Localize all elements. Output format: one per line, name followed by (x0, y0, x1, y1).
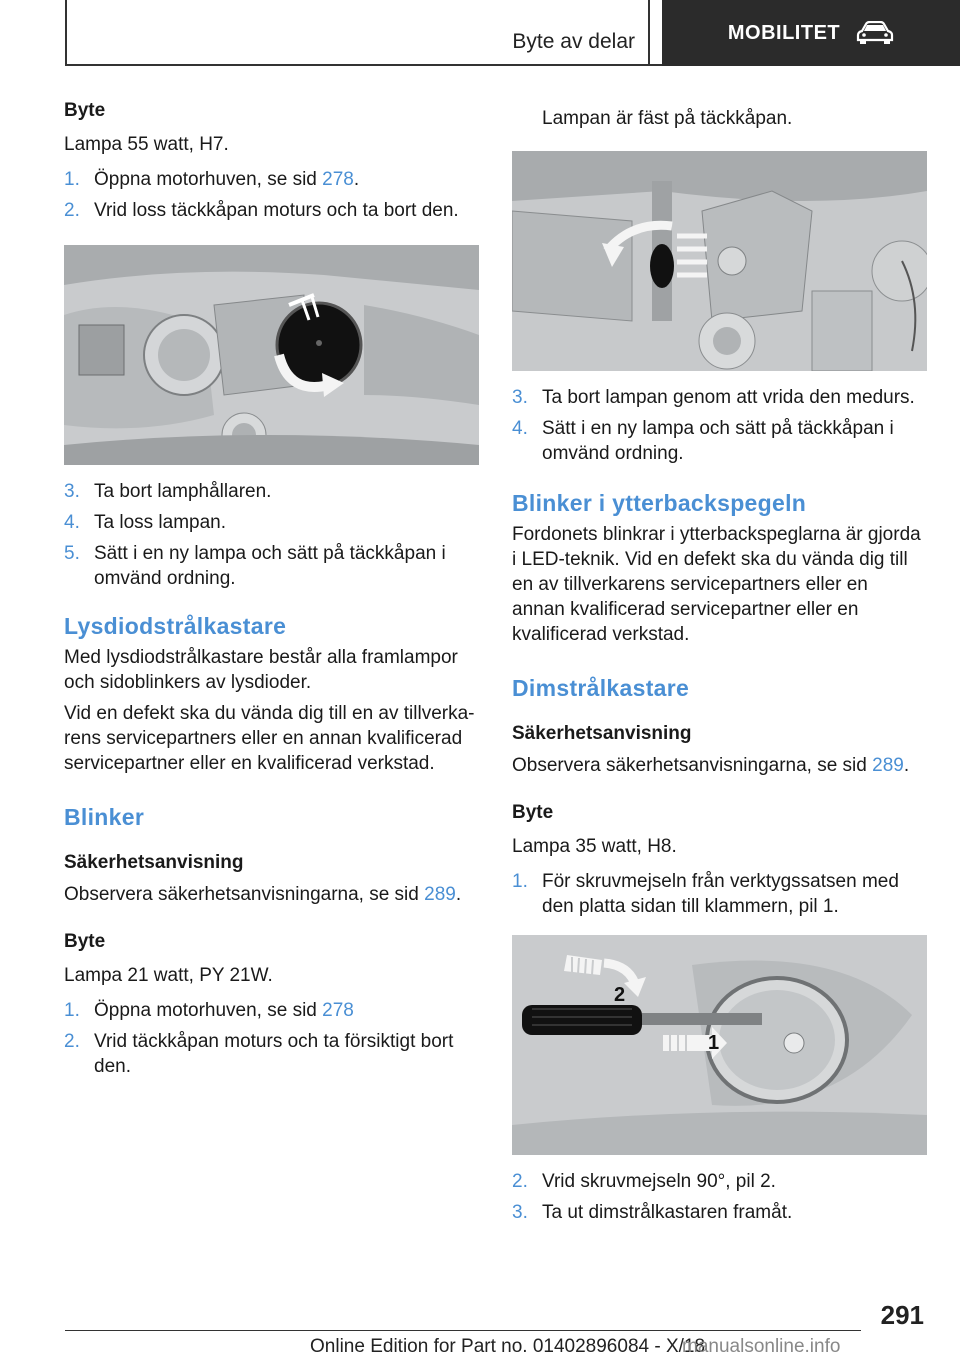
left-column (64, 98, 479, 1079)
page-link[interactable]: 289 (872, 755, 904, 776)
car-icon (856, 21, 894, 45)
step-number: 4. (512, 418, 528, 439)
page-link[interactable]: 278 (322, 169, 354, 190)
step-text: Ta ut dimstrålkastaren framåt. (542, 1202, 793, 1223)
chapter-label: MOBILITET (727, 21, 841, 44)
intro-text: Lampan är fäst på täckkåpan. (542, 108, 793, 129)
step-item (64, 1029, 479, 1079)
page-link[interactable]: 278 (322, 1000, 354, 1021)
step-text: Sätt i en ny lampa och sätt på täckkåpan i omvänd ordning. (542, 418, 894, 464)
step-text: Öppna motorhuven, se sid (94, 1000, 323, 1021)
step-item (64, 998, 479, 1023)
safety-text: Observera säkerhetsanvisningarna, se sid (64, 884, 425, 905)
step-text: För skruvmejseln från verktygssatsen med den platta sidan till klammern, pil 1. (542, 871, 899, 917)
step-number: 5. (64, 543, 80, 564)
step-number: 2. (64, 200, 80, 221)
step-number: 4. (64, 512, 80, 533)
step-number: 1. (64, 169, 80, 190)
safety-text-end: . (455, 884, 462, 905)
step-item (512, 385, 924, 410)
byte-heading: Byte (512, 802, 554, 823)
step-item (512, 416, 924, 466)
led-heading: Lysdiodstrålkastare (64, 613, 287, 639)
byte-heading: Byte (64, 100, 106, 121)
step-text: Sätt i en ny lampa och sätt på täckkåpan i omvänd ordning. (94, 543, 446, 589)
step-text: Ta bort lamphållaren. (94, 481, 272, 502)
header-left-line (65, 0, 67, 66)
step-item (64, 167, 479, 192)
edition-note: Online Edition for Part no. 01402896084 - X/18 (310, 1336, 706, 1357)
step-text: Öppna motorhuven, se sid (94, 169, 323, 190)
lamp-spec: Lampa 35 watt, H8. (512, 836, 677, 857)
step-text: Ta bort lampan genom att vrida den medurs. (542, 387, 915, 408)
lamp-spec: Lampa 21 watt, PY 21W. (64, 965, 273, 986)
step-number: 1. (512, 871, 528, 892)
step-item (64, 479, 479, 504)
step-item (512, 869, 924, 919)
step-number: 3. (512, 1202, 528, 1223)
step-number: 3. (512, 387, 528, 408)
step-text: Vrid loss täckkåpan moturs och ta bort den. (94, 200, 459, 221)
footer-rule (65, 1330, 861, 1331)
safety-heading: Säkerhetsanvisning (64, 852, 244, 873)
step-item (64, 198, 479, 223)
headlamp-cover-photo (64, 245, 479, 465)
step-item (64, 541, 479, 591)
safety-text-end: . (903, 755, 910, 776)
fog-lamp-heading: Dimstrålkastare (512, 675, 690, 701)
header-divider-line (648, 0, 650, 66)
mirror-blinker-heading: Blinker i ytterbackspegeln (512, 490, 807, 516)
lamp-cover-photo (512, 151, 927, 371)
page-number: 291 (880, 1300, 924, 1330)
step-text: Vrid skruvmejseln 90°, pil 2. (542, 1171, 776, 1192)
safety-text: Observera säkerhetsanvisningarna, se sid (512, 755, 873, 776)
arrow-label-1: 1 (708, 1032, 720, 1054)
step-number: 2. (512, 1171, 528, 1192)
safety-heading: Säkerhetsanvisning (512, 723, 692, 744)
watermark-brand: manualsonline.info (682, 1336, 841, 1357)
arrow-label-2: 2 (614, 984, 626, 1006)
lamp-spec: Lampa 55 watt, H7. (64, 134, 229, 155)
step-number: 3. (64, 481, 80, 502)
blinker-heading: Blinker (64, 804, 145, 830)
fog-lamp-photo (512, 935, 927, 1155)
mirror-paragraph: Fordonets blinkrar i ytterbackspeglarna är gjorda i LED-teknik. Vid en defekt ska du vända dig till en av tillverkarens servicepartners eller en annan kvalificerad servicepartner eller en kvalificerad verkstad. (512, 524, 921, 645)
step-item (64, 510, 479, 535)
step-number: 2. (64, 1031, 80, 1052)
step-text: Ta loss lampan. (94, 512, 227, 533)
safety-note (512, 753, 924, 778)
step-text: Vrid täckkåpan moturs och ta försiktigt bort den. (94, 1031, 454, 1077)
right-column (512, 98, 924, 1225)
led-paragraph-1: Med lysdiodstrålkastare består alla framlampor och sidoblinkers av lysdioder. (64, 647, 458, 693)
page-link[interactable]: 289 (424, 884, 456, 905)
step-number: 1. (64, 1000, 80, 1021)
chapter-tab[interactable] (662, 0, 960, 66)
step-item (512, 1200, 924, 1225)
step-item (512, 1169, 924, 1194)
byte-heading: Byte (64, 931, 106, 952)
section-title: Byte av delar (512, 30, 635, 53)
led-paragraph-2: Vid en defekt ska du vända dig till en av tillverkarens servicepartners eller en annan kvalificerad servicepartner eller en kvalificerad verkstad. (64, 703, 475, 774)
safety-note (64, 882, 479, 907)
step-text-end: . (353, 169, 360, 190)
